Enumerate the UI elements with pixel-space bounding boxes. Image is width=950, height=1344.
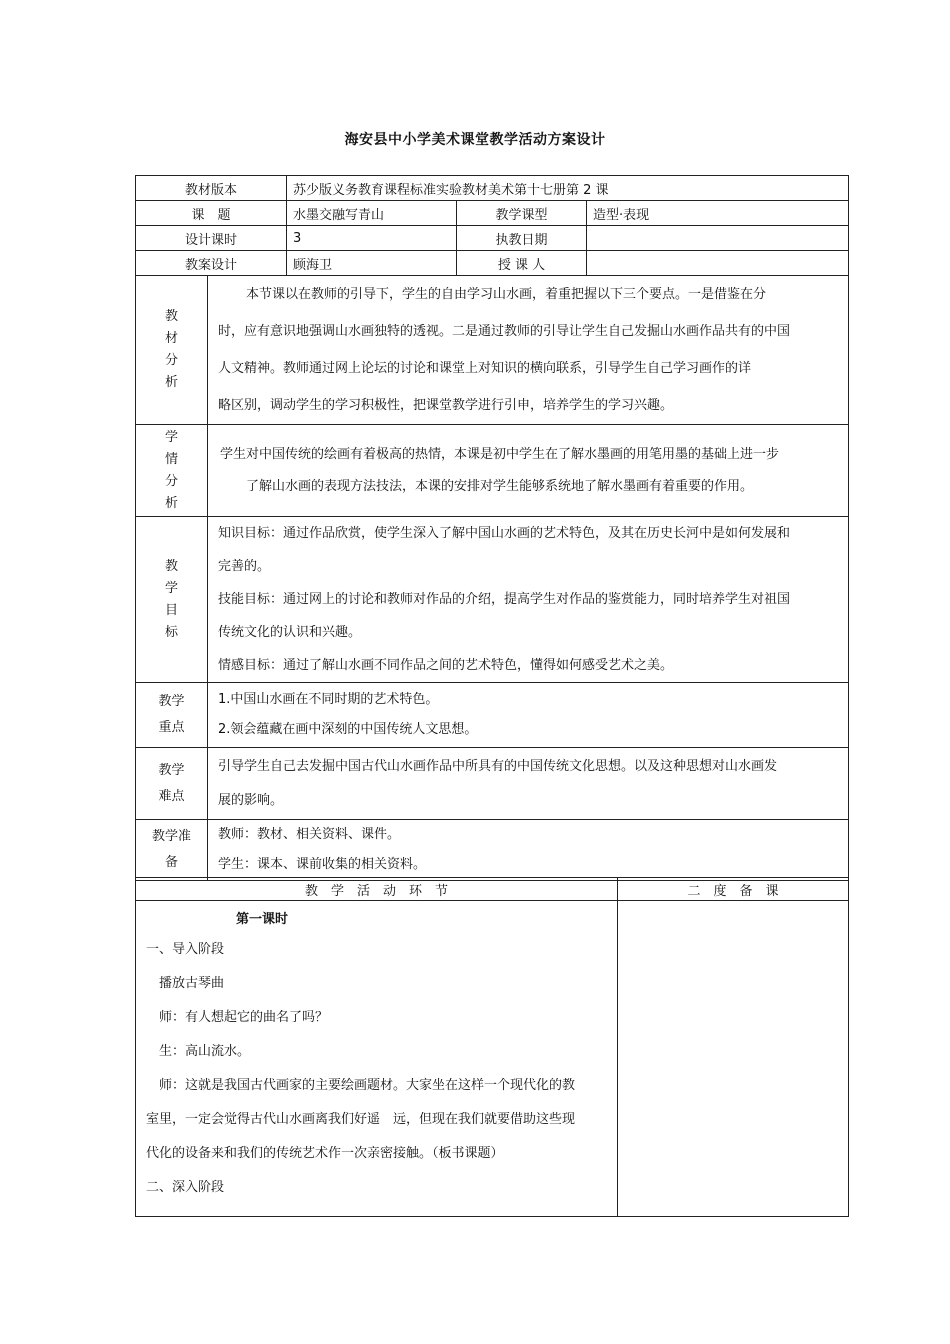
text-line: 二、深入阶段 (146, 1180, 225, 1195)
key-points-text (208, 683, 849, 748)
text-line: 知识目标：通过作品欣赏，使学生深入了解中国山水画的艺术特色，及其在历史长河中是如何发展和 (218, 526, 791, 541)
type-value: 造型·表现 (587, 201, 849, 226)
row-teaching-goals (136, 517, 849, 683)
teaching-goals-text (208, 517, 849, 683)
text-line: 情感目标：通过了解山水画不同作品之间的艺术特色，懂得如何感受艺术之美。 (218, 658, 674, 673)
text-line: 学生：课本、课前收集的相关资料。 (218, 857, 427, 872)
text-line: 室里，一定会觉得古代山水画离我们好遥 远，但现在我们就要借助这些现 (146, 1112, 576, 1127)
text-line: 1.中国山水画在不同时期的艺术特色。 (218, 692, 439, 707)
topic-label: 课 题 (136, 201, 287, 226)
text-line: 教师：教材、相关资料、课件。 (218, 827, 401, 842)
preparation-text (208, 820, 849, 881)
text-line: 本节课以在教师的引导下，学生的自由学习山水画，着重把握以下三个要点。一是借鉴在分 (246, 287, 767, 302)
text-line: 代化的设备来和我们的传统艺术作一次亲密接触。（板书课题） (146, 1146, 504, 1161)
row-designer (136, 251, 849, 276)
student-analysis-text (208, 425, 849, 517)
text-line: 略区别，调动学生的学习积极性，把课堂教学进行引申，培养学生的学习兴趣。 (218, 398, 674, 413)
topic-value: 水墨交融写青山 (287, 201, 457, 226)
textbook-value: 苏少版义务教育课程标准实验教材美术第十七册第 2 课 (287, 176, 849, 201)
activity-header-right: 二 度 备 课 (618, 878, 849, 901)
text-line: 了解山水画的表现方法技法，本课的安排对学生能够系统地了解水墨画有着重要的作用。 (246, 478, 754, 494)
text-line: 引导学生自己去发掘中国古代山水画作品中所具有的中国传统文化思想。以及这种思想对山水画发 (218, 758, 778, 774)
row-difficult-points (136, 748, 849, 820)
teacher-value (587, 251, 849, 276)
text-line: 完善的。 (218, 559, 271, 574)
text-line: 师：这就是我国古代画家的主要绘画题材。大家坐在这样一个现代化的教 (146, 1078, 576, 1093)
text-line: 学生对中国传统的绘画有着极高的热情，本课是初中学生在了解水墨画的用笔用墨的基础上进一步 (220, 446, 780, 462)
material-analysis-label: 教 材 分 析 (136, 276, 208, 425)
difficult-points-text (208, 748, 849, 820)
hours-value: 3 (287, 226, 457, 251)
teaching-goals-label: 教 学 目 标 (136, 517, 208, 683)
text-line: 人文精神。教师通过网上论坛的讨论和课堂上对知识的横向联系，引导学生自己学习画作的详 (218, 361, 752, 376)
activity-table (135, 877, 849, 1217)
row-hours (136, 226, 849, 251)
text-line: 生：高山流水。 (146, 1044, 251, 1059)
lesson-plan-info-table (135, 175, 849, 881)
designer-value: 顾海卫 (287, 251, 457, 276)
type-label: 教学课型 (457, 201, 587, 226)
difficult-points-label: 教学 难点 (136, 748, 208, 820)
lesson-title: 第一课时 (236, 912, 289, 927)
page-title: 海安县中小学美术课堂教学活动方案设计 (344, 132, 606, 148)
teacher-label: 授 课 人 (457, 251, 587, 276)
activity-content (136, 901, 618, 1217)
activity-header-left: 教 学 活 动 环 节 (136, 878, 618, 901)
row-key-points (136, 683, 849, 748)
row-topic (136, 201, 849, 226)
preparation-label: 教学准 备 (136, 820, 208, 881)
row-textbook (136, 176, 849, 201)
text-line: 师：有人想起它的曲名了吗？ (146, 1010, 329, 1025)
text-line: 展的影响。 (218, 792, 284, 808)
material-analysis-text (208, 276, 849, 425)
date-value (587, 226, 849, 251)
text-line: 技能目标：通过网上的讨论和教师对作品的介绍，提高学生对作品的鉴赏能力，同时培养学生对祖国 (218, 592, 791, 607)
text-line: 一、导入阶段 (146, 942, 225, 957)
student-analysis-label: 学 情 分 析 (136, 425, 208, 517)
designer-label: 教案设计 (136, 251, 287, 276)
row-preparation (136, 820, 849, 881)
hours-label: 设计课时 (136, 226, 287, 251)
row-material-analysis (136, 276, 849, 425)
text-line: 时，应有意识地强调山水画独特的透视。二是通过教师的引导让学生自己发掘山水画作品共有的中国 (218, 324, 791, 339)
second-preparation-notes (618, 901, 849, 1217)
text-line: 2.领会蕴藏在画中深刻的中国传统人文思想。 (218, 722, 478, 737)
text-line: 播放古琴曲 (146, 976, 225, 991)
date-label: 执教日期 (457, 226, 587, 251)
key-points-label: 教学 重点 (136, 683, 208, 748)
text-line: 传统文化的认识和兴趣。 (218, 625, 362, 640)
activity-body-row (136, 901, 849, 1217)
row-student-analysis (136, 425, 849, 517)
activity-header-row (136, 878, 849, 901)
textbook-label: 教材版本 (136, 176, 287, 201)
